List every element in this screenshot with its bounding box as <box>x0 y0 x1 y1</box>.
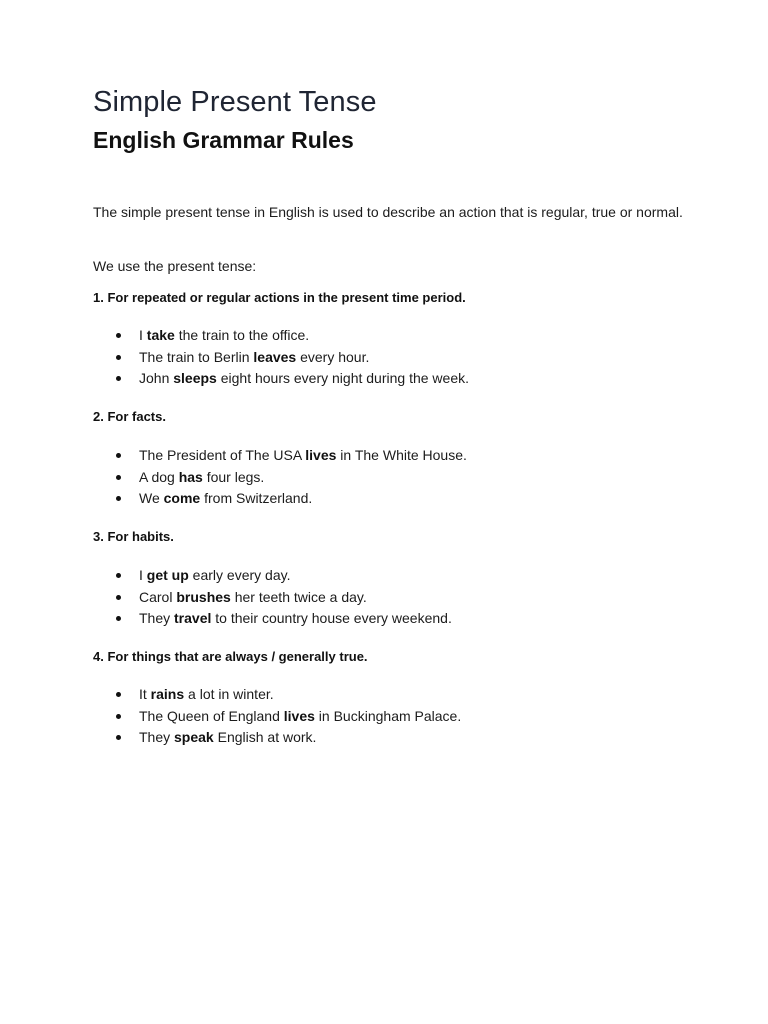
usage-intro: We use the present tense: <box>93 258 257 274</box>
bullet-icon <box>116 355 121 360</box>
list-item: The President of The USA lives in The White House. <box>93 445 467 467</box>
bullet-icon <box>116 735 121 740</box>
bullet-icon <box>116 616 121 621</box>
list-item: It rains a lot in winter. <box>93 684 461 706</box>
bullet-icon <box>116 376 121 381</box>
bullet-icon <box>116 453 121 458</box>
list-item: I get up early every day. <box>93 565 452 587</box>
list-item: We come from Switzerland. <box>93 488 467 510</box>
section-list-2 <box>93 445 467 510</box>
section-heading-1: 1. For repeated or regular actions in the present time period. <box>93 290 466 305</box>
bullet-icon <box>116 333 121 338</box>
list-item: I take the train to the office. <box>93 325 469 347</box>
bullet-icon <box>116 496 121 501</box>
section-heading-4: 4. For things that are always / generally true. <box>93 649 368 664</box>
intro-paragraph: The simple present tense in English is used to describe an action that is regular, true or normal. <box>93 204 683 220</box>
page-subtitle: English Grammar Rules <box>93 127 354 153</box>
section-list-1 <box>93 325 469 390</box>
section-heading-2: 2. For facts. <box>93 409 166 424</box>
bullet-icon <box>116 475 121 480</box>
section-heading-3: 3. For habits. <box>93 529 174 544</box>
bullet-icon <box>116 595 121 600</box>
page-title: Simple Present Tense <box>93 86 377 118</box>
list-item: The Queen of England lives in Buckingham Palace. <box>93 706 461 728</box>
bullet-icon <box>116 692 121 697</box>
list-item: Carol brushes her teeth twice a day. <box>93 587 452 609</box>
list-item: The train to Berlin leaves every hour. <box>93 347 469 369</box>
list-item: A dog has four legs. <box>93 467 467 489</box>
list-item: They travel to their country house every weekend. <box>93 608 452 630</box>
list-item: They speak English at work. <box>93 727 461 749</box>
bullet-icon <box>116 714 121 719</box>
section-list-4 <box>93 684 461 749</box>
bullet-icon <box>116 573 121 578</box>
list-item: John sleeps eight hours every night during the week. <box>93 368 469 390</box>
section-list-3 <box>93 565 452 630</box>
